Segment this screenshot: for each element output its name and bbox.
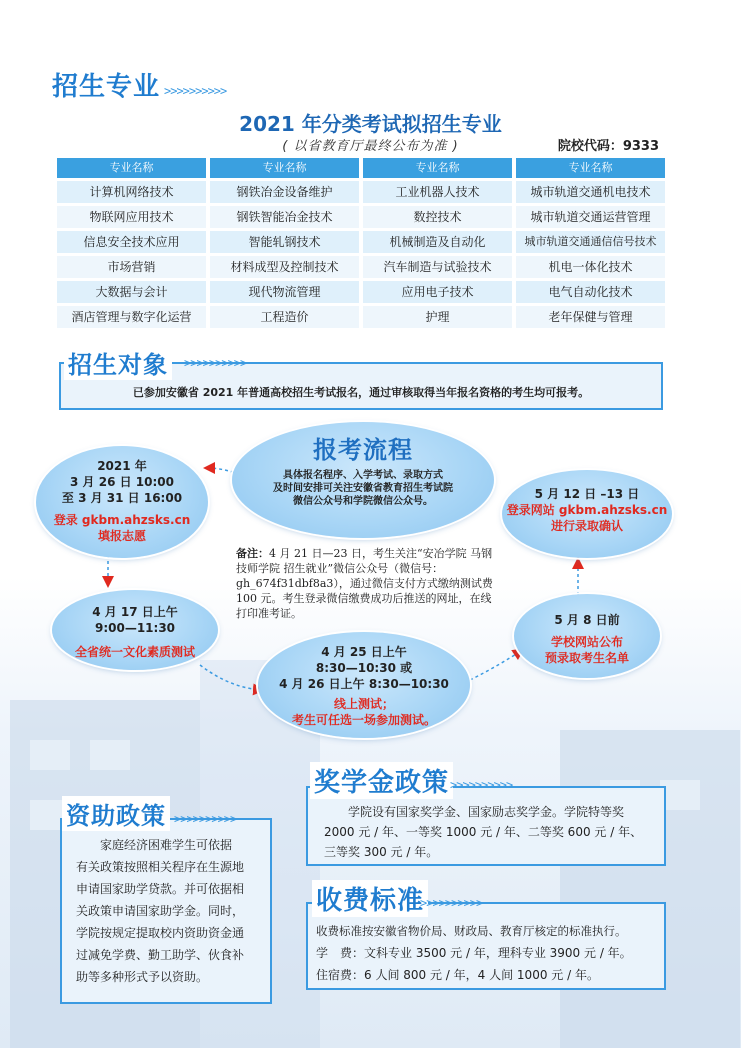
step1-line: 2021 年 xyxy=(97,459,147,473)
step1-red: 登录 gkbm.ahzsks.cn xyxy=(53,513,191,527)
process-step-2 xyxy=(52,590,218,670)
aid-box xyxy=(60,818,272,1004)
process-step-5 xyxy=(502,470,672,558)
step2-red: 全省统一文化素质测试 xyxy=(74,645,195,659)
major-cell: 计算机网络技术 xyxy=(57,181,206,203)
majors-subtitle: ( 以省教育厅最终公布为准 ) xyxy=(282,139,459,154)
major-cell: 机电一体化技术 xyxy=(516,256,665,278)
step3-line: 8:30—10:30 或 xyxy=(315,661,413,675)
step2-line: 9:00—11:30 xyxy=(94,621,176,635)
scholarship-section-title: 奖学金政策 xyxy=(310,762,453,799)
major-cell: 智能轧钢技术 xyxy=(210,231,359,253)
major-cell: 城市轨道交通运营管理 xyxy=(516,206,665,228)
major-cell: 机械制造及自动化 xyxy=(363,231,512,253)
major-column-header: 专业名称 xyxy=(363,158,512,178)
majors-title: 2021 年分类考试拟招生专业 xyxy=(239,112,502,136)
majors-title-arrows: >>>>>>>>>> xyxy=(164,84,227,98)
major-cell: 工业机器人技术 xyxy=(363,181,512,203)
process-note xyxy=(236,546,498,621)
fees-line: 学 费：文科专业 3500 元 / 年，理科专业 3900 元 / 年。 xyxy=(316,946,632,960)
note-text: 4 月 21 日—23 日，考生关注“安冶学院 马钢技师学院 招生就业”微信公众号（微信号：gh_674f31dbf8a3），通过微信支付方式缴纳测试费 100 元。考生登录微信缴费成功后推送的网址，在线打印准考证。 xyxy=(236,547,493,620)
note-label: 备注： xyxy=(236,547,269,560)
scholarship-title-arrows: >>>>>>>>>> xyxy=(450,778,513,792)
fees-line: 住宿费：6 人间 800 元 / 年，4 人间 1000 元 / 年。 xyxy=(316,968,599,982)
step3-line: 4 月 26 日上午 8:30—10:30 xyxy=(279,677,449,691)
target-section-title: 招生对象 xyxy=(64,345,172,380)
aid-line: 申请国家助学贷款。并可依据相 xyxy=(76,882,245,896)
major-cell: 钢铁冶金设备维护 xyxy=(210,181,359,203)
major-cell: 应用电子技术 xyxy=(363,281,512,303)
major-cell: 城市轨道交通通信信号技术 xyxy=(516,231,665,253)
fees-title-arrows: >>>>>>>>>> xyxy=(420,896,483,910)
aid-line: 学院按规定提取校内资助资金通 xyxy=(76,926,245,940)
process-step-4 xyxy=(514,594,660,678)
step5-line: 5 月 12 日 –13 日 xyxy=(534,487,640,501)
target-title-arrows: >>>>>>>>>> xyxy=(184,356,247,370)
aid-line: 过减免学费、勤工助学、伙食补 xyxy=(76,948,245,962)
process-center-line: 微信公众号和学院微信公众号。 xyxy=(293,496,433,507)
fees-section-title: 收费标准 xyxy=(312,880,428,917)
aid-line: 助等多种形式予以资助。 xyxy=(76,970,209,984)
scholarship-line: 三等奖 300 元 / 年。 xyxy=(324,845,439,859)
major-cell: 护理 xyxy=(363,306,512,328)
step1-line: 3 月 26 日 10:00 xyxy=(70,475,174,489)
aid-line: 有关政策按照相关程序在生源地 xyxy=(76,860,245,874)
aid-line: 家庭经济困难学生可依据 xyxy=(100,838,233,852)
process-center-ellipse xyxy=(232,422,494,538)
fees-line: 收费标准按安徽省物价局、财政局、教育厅核定的标准执行。 xyxy=(316,924,627,938)
major-column-header: 专业名称 xyxy=(210,158,359,178)
major-cell: 老年保健与管理 xyxy=(516,306,665,328)
major-cell: 信息安全技术应用 xyxy=(57,231,206,253)
major-cell: 材料成型及控制技术 xyxy=(210,256,359,278)
school-code: 院校代码：9333 xyxy=(557,139,659,154)
major-cell: 汽车制造与试验技术 xyxy=(363,256,512,278)
step5-red: 进行录取确认 xyxy=(550,519,623,533)
step4-red: 预录取考生名单 xyxy=(544,651,629,665)
major-column-header: 专业名称 xyxy=(516,158,665,178)
process-step-3 xyxy=(258,632,470,738)
target-text: 已参加安徽省 2021 年普通高校招生考试报名，通过审核取得当年报名资格的考生均可报考。 xyxy=(132,386,590,399)
process-center-line: 及时间安排可关注安徽省教育招生考试院 xyxy=(273,483,453,494)
step3-line: 4 月 25 日上午 xyxy=(321,645,407,659)
major-cell: 钢铁智能冶金技术 xyxy=(210,206,359,228)
step2-line: 4 月 17 日上午 xyxy=(92,605,178,619)
aid-section-title: 资助政策 xyxy=(62,796,170,831)
step3-red: 考生可任选一场参加测试。 xyxy=(291,713,436,727)
major-cell: 市场营销 xyxy=(57,256,206,278)
major-cell: 数控技术 xyxy=(363,206,512,228)
major-cell: 工程造价 xyxy=(210,306,359,328)
major-cell: 大数据与会计 xyxy=(57,281,206,303)
arrow-step2-to-step3 xyxy=(200,665,262,690)
step3-red: 线上测试； xyxy=(333,697,394,711)
process-center-line: 具体报名程序、入学考试、录取方式 xyxy=(283,470,443,481)
step1-red: 填报志愿 xyxy=(97,529,146,543)
scholarship-line: 2000 元 / 年、一等奖 1000 元 / 年、二等奖 600 元 / 年、 xyxy=(324,825,643,839)
step4-line: 5 月 8 日前 xyxy=(554,613,620,627)
major-cell: 现代物流管理 xyxy=(210,281,359,303)
step5-red: 登录网站 gkbm.ahzsks.cn xyxy=(506,503,668,517)
step4-red: 学校网站公布 xyxy=(550,635,623,649)
major-column-header: 专业名称 xyxy=(57,158,206,178)
scholarship-line: 学院设有国家奖学金、国家励志奖学金。学院特等奖 xyxy=(348,805,625,819)
step1-line: 至 3 月 31 日 16:00 xyxy=(61,491,183,505)
major-cell: 物联网应用技术 xyxy=(57,206,206,228)
process-section-title: 报考流程 xyxy=(313,436,413,464)
majors-section-title: 招生专业 xyxy=(52,72,161,102)
aid-title-arrows: >>>>>>>>>> xyxy=(174,812,237,826)
major-cell: 城市轨道交通机电技术 xyxy=(516,181,665,203)
aid-line: 关政策申请国家助学金。同时， xyxy=(76,904,245,918)
major-cell: 酒店管理与数字化运营 xyxy=(57,306,206,328)
major-cell: 电气自动化技术 xyxy=(516,281,665,303)
process-step-1 xyxy=(36,446,208,558)
